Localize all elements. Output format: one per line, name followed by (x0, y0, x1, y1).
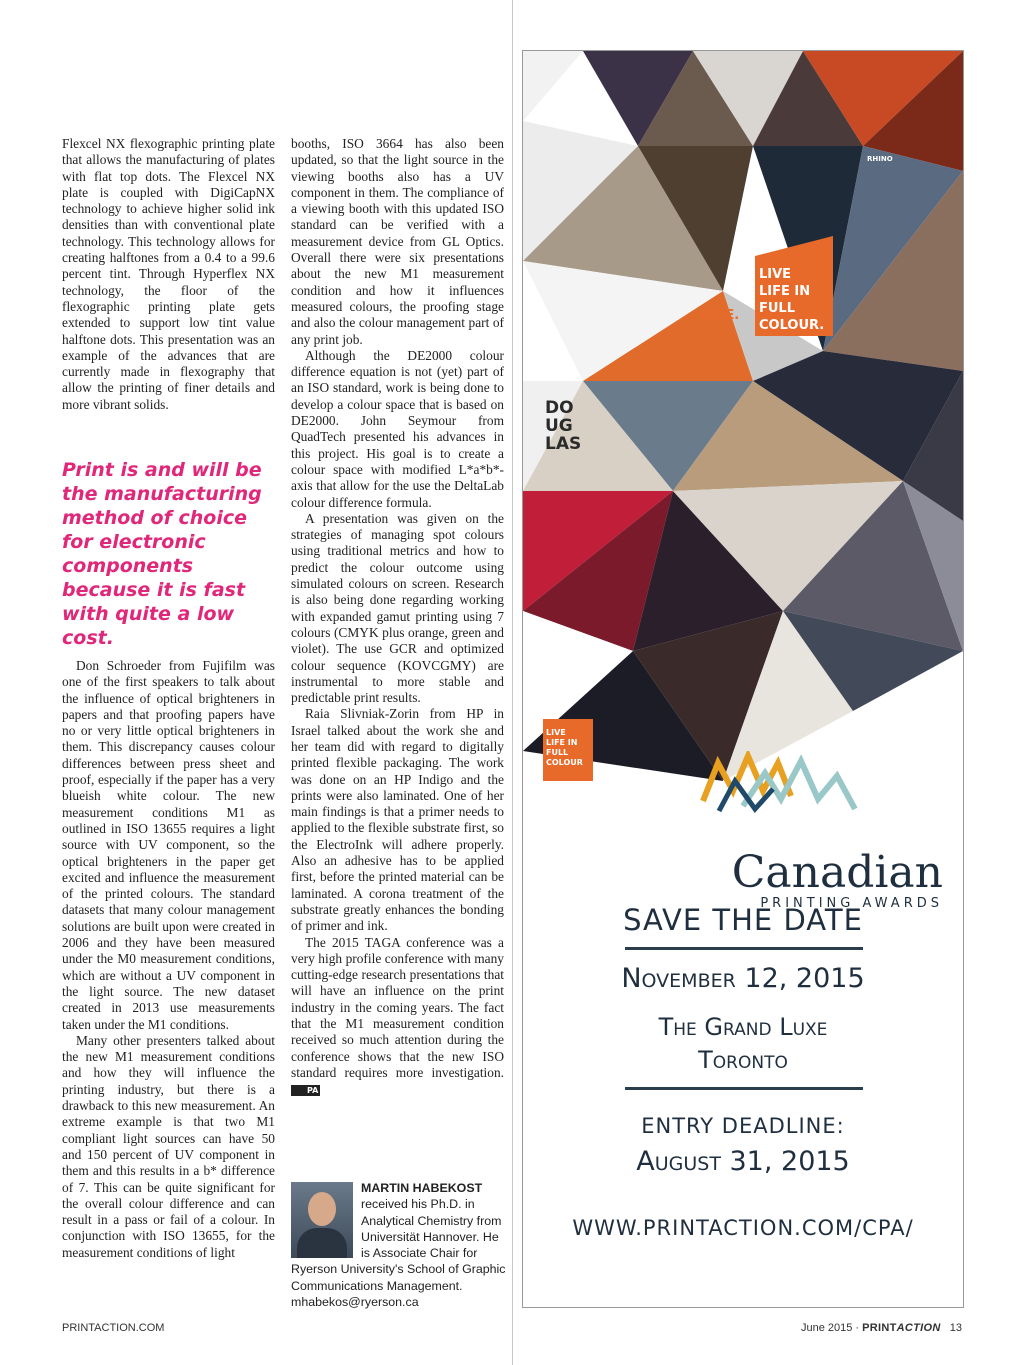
sign-text: EIGE. (701, 308, 740, 323)
article-paragraph: booths, ISO 3664 has also been updated, so that the light source in the viewing booths also has a UV component in them. The compliance of a viewing booth with this updated ISO standard can be verified with a measurement device from GL Optics. Overall there were six presentations about the new M1 measurement condition and how it influences measured colours, the proofing stage and also the colour management part of any print job. (291, 136, 504, 347)
sign-line: LIFE IN (546, 738, 578, 747)
sign-text: RHINO (867, 155, 893, 163)
sign-line: LIVE (759, 267, 792, 282)
venue-name: The Grand Luxe (658, 1013, 828, 1041)
page-number: 13 (949, 1322, 962, 1334)
author-bio (291, 1180, 506, 1310)
footer-brand-print: PRINT (862, 1322, 897, 1334)
advertisement (522, 50, 964, 1308)
article-column-1-bottom (62, 658, 275, 1261)
logo-wordmark: Canadian (731, 847, 943, 898)
article-paragraph: A presentation was given on the strategies of managing spot colours using traditional metrics and how to predict the colour outcome using simulated colours on screen. Research is also being done regarding working with expanded gamut printing using 7 colours (CMYK plus orange, green and violet). The use GCR and optimized colour sequence (KOVCGMY) are instrumental to more stable and predictable print results. (291, 510, 504, 706)
entry-deadline-date: August 31, 2015 (636, 1146, 850, 1177)
footer-brand (862, 1322, 940, 1334)
event-date: November 12, 2015 (621, 963, 865, 994)
venue-city: Toronto (698, 1046, 788, 1074)
sign-line: COLOUR (546, 758, 583, 767)
sign-line: UG (545, 416, 573, 436)
ad-divider (625, 947, 863, 950)
author-bio-text: received his Ph.D. in Analytical Chemistry from Universität Hannover. He is Associate Chair for Ryerson University's School of Graphic Communications Management. mhabekos@ryerson.ca (291, 1197, 506, 1310)
article-column-1-top (62, 136, 275, 413)
footer-date: June 2015 · (800, 1322, 863, 1334)
article-paragraph-text: The 2015 TAGA conference was a very high profile conference with many cutting-edge research presentations that will have an influence on the print industry in the coming years. The fact that the M1 measurement condition received so much attention during the conference shows that the new ISO standard requires more investigation. (291, 934, 504, 1080)
article-column-2 (291, 136, 504, 1098)
save-the-date: SAVE THE DATE (623, 903, 863, 937)
article-paragraph: Don Schroeder from Fujifilm was one of the first speakers to talk about the influence of optical brighteners in papers and that proofing papers have no or very little optical brighteners in them. This discrepancy causes colour differences between press sheet and proof, especially if the paper has a very blueish white colour. The new measurement conditions M1 as outlined in ISO 13655 requires a light source with UV component, so the optical brighteners in the paper get excited and influence the measurement of the printed colours. The standard datasets that many colour management solutions are built upon were created in 2006 and they have been measured under the M0 measurement conditions, which are without a UV component in the light source. The new dataset created in 2013 use measurements taken under the M1 conditions. (62, 658, 275, 1032)
article-paragraph (291, 935, 504, 1098)
sign-line: LIVE (546, 728, 566, 737)
photo-collage (523, 51, 963, 781)
sign-line: FULL (546, 748, 569, 757)
article-paragraph: Raia Slivniak-Zorin from HP in Israel talked about the work she and her team did with regard to digitally printed flexible packaging. The work was done on an HP Indigo and the prints were also laminated. One of her main findings is that a primer needs to applied to the flexible substrate first, so the ElectroInk will adhere properly. Also an adhesive has to be applied first, before the printed material can be laminated. A corona treatment of the substrate greatly enhances the bonding of primer and ink. (291, 706, 504, 934)
page-divider (512, 0, 513, 1365)
footer-brand-action: ACTION (896, 1322, 941, 1334)
sign-line: LIFE IN (759, 284, 811, 299)
article-paragraph: Many other presenters talked about the new M1 measurement conditions and how they will influence the printing industry, but there is a drawback to this new measurement. An extreme example is that two M1 compliant light sources can have 50 and 150 percent of UV component in them and this results in a b* difference of 7. This can be quite significant for the overall colour difference and can result in a pass or fail of a colour. In conjunction with ISO 13655, for the measurement conditions of light (62, 1032, 275, 1260)
logo-subtitle: PRINTING AWARDS (760, 896, 943, 911)
ad-url-link[interactable]: WWW.PRINTACTION.COM/CPA/ (572, 1216, 914, 1240)
entry-deadline-label: ENTRY DEADLINE: (641, 1114, 845, 1138)
author-name: MARTIN HABEKOST (361, 1181, 483, 1195)
event-venue (523, 1011, 963, 1077)
sign-line: COLOUR. (759, 318, 825, 333)
footer-site: PRINTACTION.COM (62, 1322, 165, 1334)
canadian-printing-awards-logo (523, 751, 963, 921)
article-paragraph: Although the DE2000 colour difference equation is not (yet) part of an ISO standard, work is being done to develop a colour space that is based on DE2000. John Seymour from QuadTech presented his advances in this project. His goal is to create a colour space with modified L*a*b*-axis that allow for the use the DeltaLab colour difference formula. (291, 347, 504, 510)
ad-divider (625, 1087, 863, 1090)
sign-line: DO (545, 398, 574, 418)
footer-folio (801, 1322, 962, 1334)
end-mark-icon: PA (291, 1085, 320, 1096)
article-paragraph: Flexcel NX flexographic printing plate that allows the manufacturing of plates with flat top dots. The Flexcel NX plate is coupled with DigiCapNX technology to achieve higher solid ink densities than with conventional plate technology. This technology allows for creating halftones from a 0.4 to a 99.6 percent tint. Through Hyperflex NX technology, the floor of the flexographic printing plate gets extended to support low tint value halftone dots. This presentation was an example of the advances that are currently made in flexography that allow the printing of finer details and more vibrant solids. (62, 136, 275, 412)
sign-line: LAS (545, 434, 582, 454)
pull-quote: Print is and will be the manufacturing method of choice for electronic components because it is fast with quite a low cost. (62, 459, 262, 649)
sign-line: FULL (759, 301, 796, 316)
author-photo (291, 1182, 353, 1258)
